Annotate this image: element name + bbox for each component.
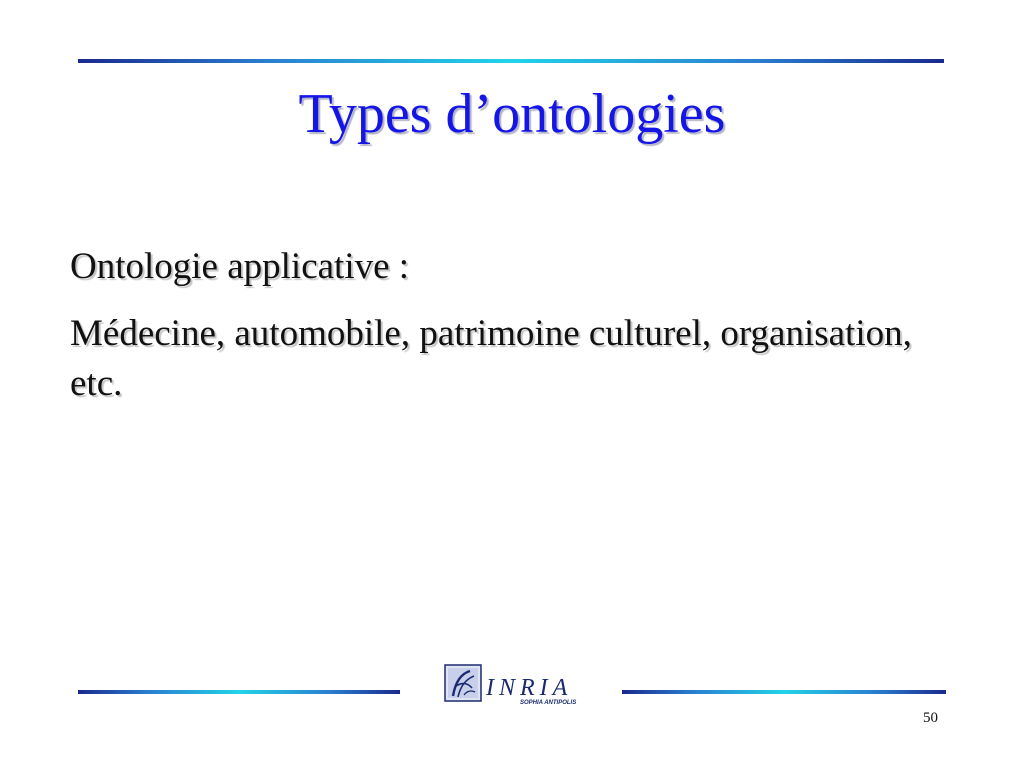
bottom-right-divider-line [622, 690, 946, 694]
inria-logo-icon [444, 664, 482, 702]
slide-title: Types d’ontologies [298, 83, 726, 145]
body-paragraph-1: Ontologie applicative : [70, 246, 410, 287]
inria-logo [444, 664, 604, 710]
inria-logo-subtitle: SOPHIA ANTIPOLIS [520, 700, 577, 706]
top-divider-line [78, 59, 944, 63]
bottom-left-divider-line [78, 690, 400, 694]
body-paragraph-2: Médecine, automobile, patrimoine culturel, organisation, etc. [70, 313, 912, 404]
inria-logo-wordmark: INRIA [486, 675, 573, 701]
page-number: 50 [923, 710, 938, 726]
